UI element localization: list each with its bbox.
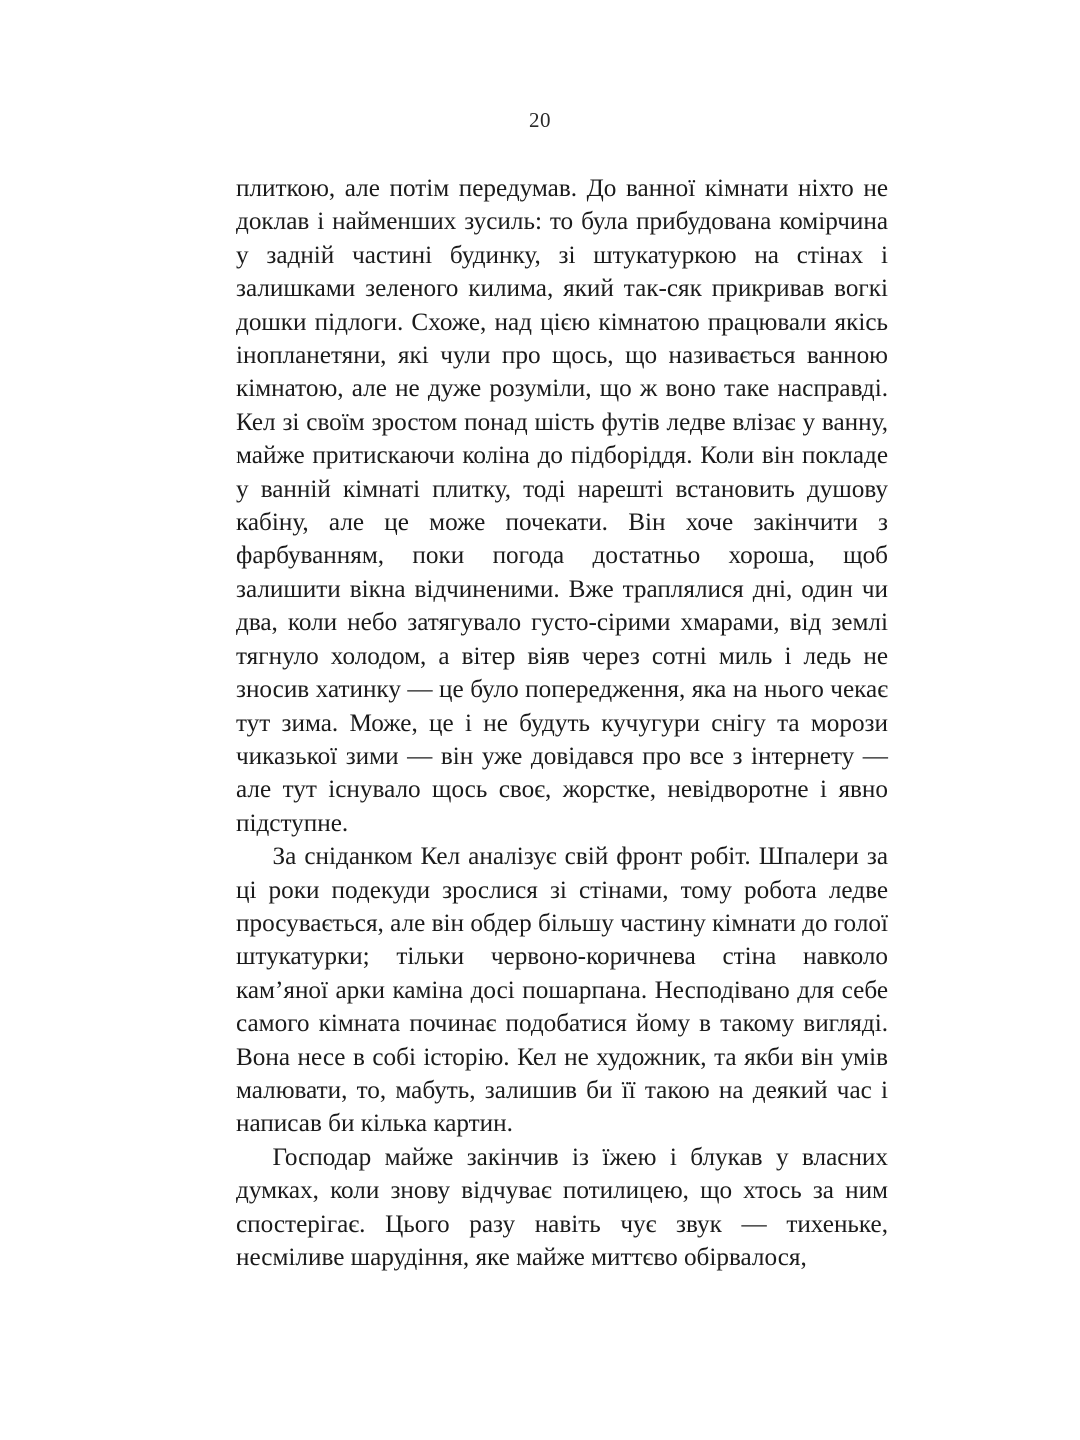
page-number: 20 [529,108,551,132]
paragraph: За сніданком Кел аналізує свій фронт робіт. Шпалери за ці роки подекуди зрослися зі стінами, тому робота ледве просувається, але він обдер більшу частину кімнати до голої штукатурки; тільки червоно-коричнева стіна навколо кам’яної арки каміна досі пошарпана. Несподівано для себе самого кімната починає подобатися йому в такому вигляді. Вона несе в собі історію. Кел не художник, та якби він умів малювати, то, мабуть, залишив би її такою на деякий час і написав би кілька картин. [236,843,888,1138]
paragraph: Господар майже закінчив із їжею і блукав у власних думках, коли знову відчуває потилицею, що хтось за ним спостерігає. Цього разу навіть чує звук — тихеньке, несміливе шарудіння, яке майже миттєво обірвалося, [236,1143,888,1271]
paragraph: плиткою, але потім передумав. До ванної кімнати ніхто не доклав і найменших зусиль: то була прибудована комірчина у задній частині будинку, зі штукатуркою на стінах і залишками зеленого килима, який так-сяк прикривав вогкі дошки підлоги. Схоже, над цією кімнатою працювали якісь інопланетяни, які чули про щось, що називається ванною кімнатою, але не дуже розуміли, що ж воно таке насправді. Кел зі своїм зростом понад шість футів ледве влізає у ванну, майже притискаючи коліна до підборіддя. Коли він покладе у ванній кімнаті плитку, тоді нарешті встановить душову кабіну, але це може почекати. Він хоче закінчити з фарбуванням, поки погода достатньо хороша, щоб залишити вікна відчиненими. Вже траплялися дні, один чи два, коли небо затягувало густо-сірими хмарами, від землі тягнуло холодом, а вітер віяв через сотні миль і ледь не зносив хатинку — це було попередження, яка на нього чекає тут зима. Може, це і не будуть кучугури снігу та морози чиказької зими — він уже довідався про все з інтернету — але тут існувало щось своє, жорстке, невідворотне і явно підступне. [236,175,888,837]
body-text-block [236,172,888,1274]
